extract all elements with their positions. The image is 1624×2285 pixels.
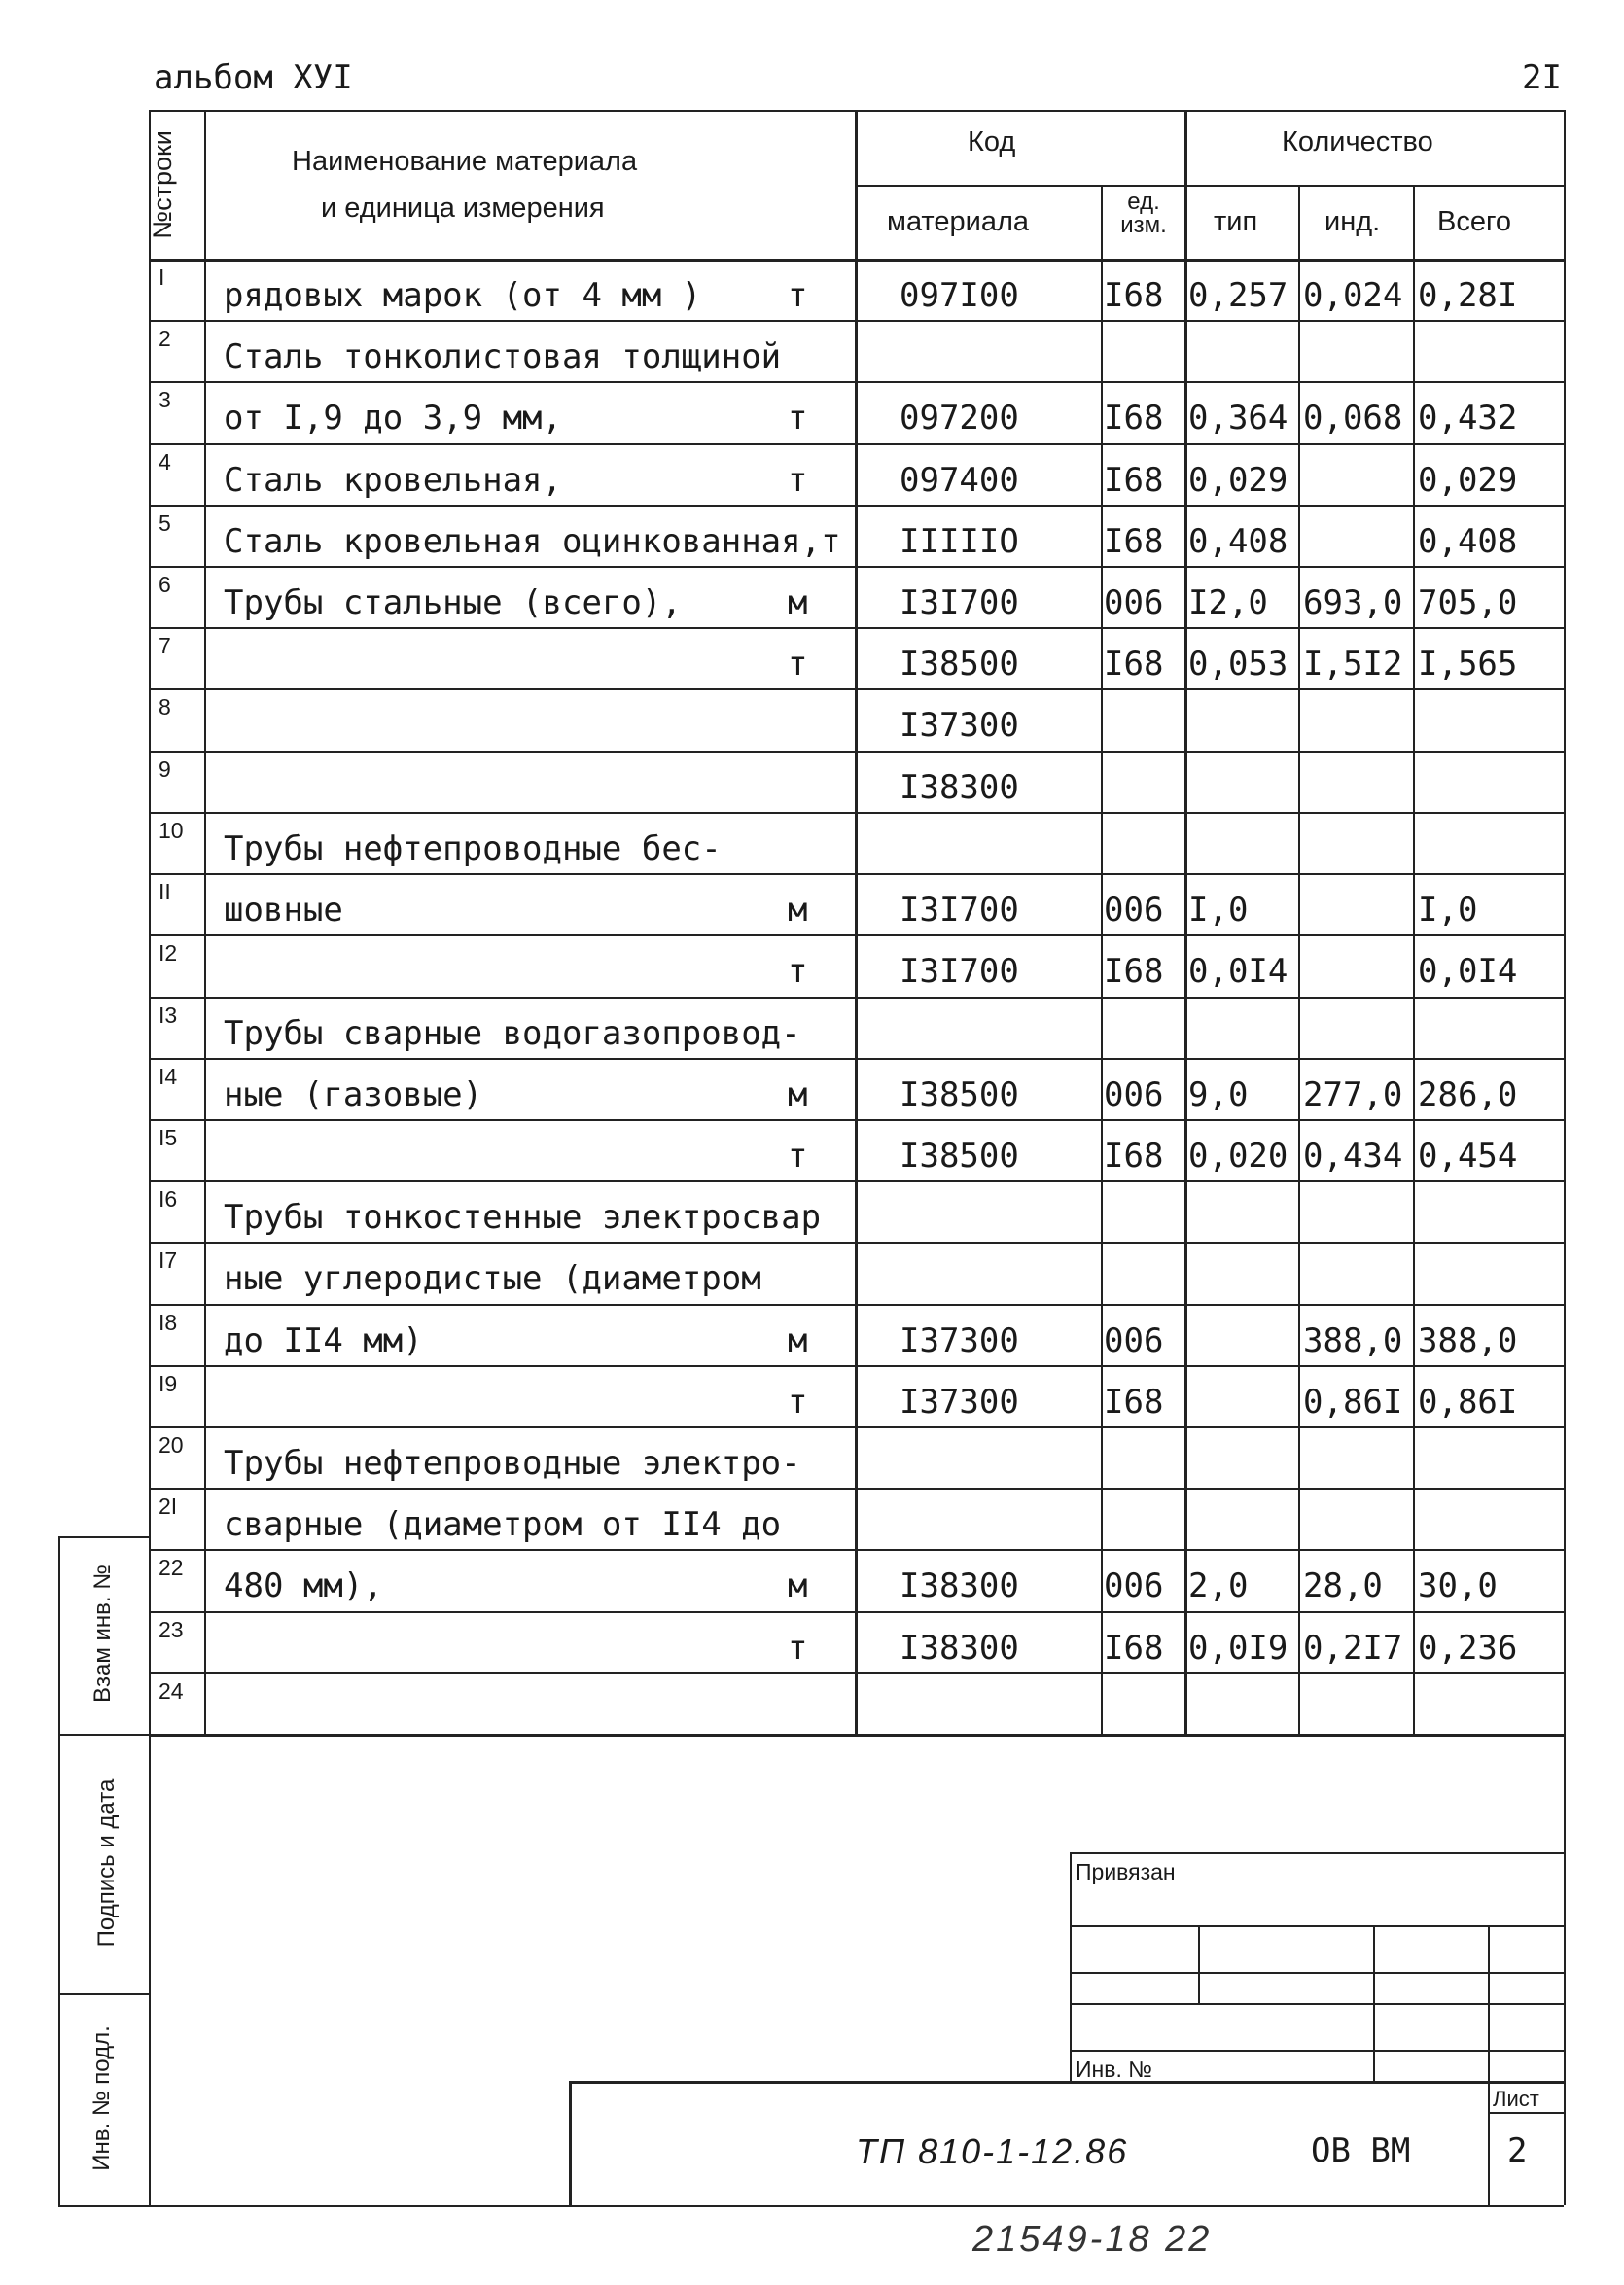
material-name: Трубы нефтепроводные бес- xyxy=(224,829,722,868)
quantity-header: Количество xyxy=(1282,126,1433,158)
document-designation: ТП 810-1-12.86 xyxy=(856,2131,1129,2171)
row-number: I6 xyxy=(159,1186,178,1212)
quantity-ind: 0,434 xyxy=(1303,1137,1403,1176)
row-number: I2 xyxy=(159,940,178,966)
ind-header: инд. xyxy=(1324,206,1381,237)
material-code: I38500 xyxy=(900,1137,1019,1176)
material-name: рядовых марок (от 4 мм ) xyxy=(224,276,702,315)
quantity-ind: 693,0 xyxy=(1303,583,1403,622)
material-code: I37300 xyxy=(900,1383,1019,1422)
row-number: I4 xyxy=(159,1064,178,1089)
quantity-total: 0,029 xyxy=(1418,461,1518,500)
material-code: IIIIIO xyxy=(900,522,1019,561)
quantity-total: I,0 xyxy=(1418,891,1478,930)
quantity-type: 0,408 xyxy=(1188,522,1289,561)
material-name: Трубы стальные (всего), xyxy=(224,583,682,622)
row-number: 23 xyxy=(159,1617,184,1642)
row-number-header: №строки xyxy=(148,130,177,239)
measure-unit: т xyxy=(788,276,808,315)
material-name: 480 мм), xyxy=(224,1566,383,1605)
material-name: Трубы нефтепроводные электро- xyxy=(224,1444,801,1483)
measure-unit: т xyxy=(788,645,808,684)
unit-code: 006 xyxy=(1104,583,1164,622)
quantity-ind: I,5I2 xyxy=(1303,645,1403,684)
handwritten-archive-number: 21549-18 22 xyxy=(972,2219,1213,2260)
material-code: 097200 xyxy=(900,399,1019,438)
unit-code: I68 xyxy=(1104,952,1164,991)
quantity-total: 0,432 xyxy=(1418,399,1518,438)
quantity-total: 0,86I xyxy=(1418,1383,1518,1422)
unit-code: I68 xyxy=(1104,645,1164,684)
material-code: I38500 xyxy=(900,1075,1019,1114)
material-name: до II4 мм) xyxy=(224,1321,423,1360)
inv-number-label: Инв. № xyxy=(1076,2056,1152,2082)
material-name: сварные (диаметром от II4 до xyxy=(224,1505,782,1544)
material-name: Сталь кровельная оцинкованная,т xyxy=(224,522,841,561)
measure-unit: т xyxy=(788,1383,808,1422)
unit-code: I68 xyxy=(1104,276,1164,315)
page-number: 2I xyxy=(1522,58,1562,97)
material-code: I3I700 xyxy=(900,583,1019,622)
row-number: 2 xyxy=(159,326,171,351)
measure-unit: м xyxy=(788,583,808,622)
row-number: 24 xyxy=(159,1678,184,1704)
material-code-header: материала xyxy=(887,206,1030,237)
quantity-type: 0,257 xyxy=(1188,276,1289,315)
row-number: I5 xyxy=(159,1125,178,1150)
quantity-type: 0,364 xyxy=(1188,399,1289,438)
material-code: I38300 xyxy=(900,1629,1019,1668)
unit-code: I68 xyxy=(1104,522,1164,561)
measure-unit: т xyxy=(788,1137,808,1176)
material-name: ные углеродистые (диаметром xyxy=(224,1259,761,1298)
linked-label: Привязан xyxy=(1076,1859,1176,1884)
quantity-ind: 388,0 xyxy=(1303,1321,1403,1360)
unit-code: I68 xyxy=(1104,399,1164,438)
material-name: Сталь тонколистовая толщиной xyxy=(224,337,782,376)
quantity-type: 0,0I4 xyxy=(1188,952,1289,991)
row-number: 4 xyxy=(159,449,171,475)
row-number: 7 xyxy=(159,633,171,658)
row-number: I xyxy=(159,264,165,290)
measure-unit: т xyxy=(788,399,808,438)
quantity-total: 30,0 xyxy=(1418,1566,1498,1605)
quantity-total: 0,28I xyxy=(1418,276,1518,315)
quantity-total: 0,0I4 xyxy=(1418,952,1518,991)
unit-code: I68 xyxy=(1104,461,1164,500)
quantity-total: 0,408 xyxy=(1418,522,1518,561)
measure-unit: м xyxy=(788,1321,808,1360)
sheet-number: 2 xyxy=(1507,2131,1528,2170)
quantity-ind: 0,068 xyxy=(1303,399,1403,438)
row-number: 2I xyxy=(159,1494,178,1519)
unit-code: 006 xyxy=(1104,1075,1164,1114)
material-name: ные (газовые) xyxy=(224,1075,483,1114)
unit-code: 006 xyxy=(1104,1566,1164,1605)
unit-code: 006 xyxy=(1104,891,1164,930)
measure-unit: т xyxy=(788,1629,808,1668)
row-number: I3 xyxy=(159,1002,178,1028)
unit-code: I68 xyxy=(1104,1383,1164,1422)
row-number: II xyxy=(159,879,171,904)
quantity-ind: 277,0 xyxy=(1303,1075,1403,1114)
material-code: I38300 xyxy=(900,768,1019,807)
sheet-label: Лист xyxy=(1493,2087,1539,2111)
name-header-line2: и единица измерения xyxy=(321,193,605,224)
unit-code: I68 xyxy=(1104,1629,1164,1668)
quantity-ind: 0,86I xyxy=(1303,1383,1403,1422)
quantity-total: I,565 xyxy=(1418,645,1518,684)
code-header: Код xyxy=(968,126,1016,158)
quantity-total: 0,236 xyxy=(1418,1629,1518,1668)
unit-code: I68 xyxy=(1104,1137,1164,1176)
material-name: Сталь кровельная, xyxy=(224,461,562,500)
material-name: от I,9 до 3,9 мм, xyxy=(224,399,562,438)
unit-header: ед. изм. xyxy=(1120,189,1167,238)
type-header: тип xyxy=(1214,206,1258,237)
quantity-type: 2,0 xyxy=(1188,1566,1249,1605)
row-number: 22 xyxy=(159,1555,184,1580)
quantity-total: 286,0 xyxy=(1418,1075,1518,1114)
quantity-total: 388,0 xyxy=(1418,1321,1518,1360)
quantity-type: I2,0 xyxy=(1188,583,1268,622)
row-number: 6 xyxy=(159,572,171,597)
measure-unit: м xyxy=(788,891,808,930)
row-number: 5 xyxy=(159,510,171,536)
name-header-line1: Наименование материала xyxy=(292,146,638,177)
document-section: ОВ ВМ xyxy=(1311,2131,1411,2170)
material-name: Трубы тонкостенные электросвар xyxy=(224,1198,822,1237)
signature-date-label: Подпись и дата xyxy=(93,1778,120,1948)
material-name: шовные xyxy=(224,891,343,930)
quantity-total: 705,0 xyxy=(1418,583,1518,622)
row-number: 8 xyxy=(159,694,171,720)
row-number: 9 xyxy=(159,756,171,782)
material-code: I38300 xyxy=(900,1566,1019,1605)
quantity-ind: 0,024 xyxy=(1303,276,1403,315)
material-code: I38500 xyxy=(900,645,1019,684)
total-header: Всего xyxy=(1437,206,1512,237)
material-code: I37300 xyxy=(900,706,1019,745)
quantity-type: 0,029 xyxy=(1188,461,1289,500)
measure-unit: т xyxy=(788,461,808,500)
material-code: 097I00 xyxy=(900,276,1019,315)
quantity-type: 9,0 xyxy=(1188,1075,1249,1114)
quantity-ind: 28,0 xyxy=(1303,1566,1383,1605)
row-number: 20 xyxy=(159,1432,184,1458)
unit-code: 006 xyxy=(1104,1321,1164,1360)
quantity-total: 0,454 xyxy=(1418,1137,1518,1176)
album-title: альбом ХУI xyxy=(154,58,353,97)
material-code: 097400 xyxy=(900,461,1019,500)
material-code: I3I700 xyxy=(900,891,1019,930)
replaced-inv-label: Взам инв. № xyxy=(89,1564,116,1704)
quantity-type: I,0 xyxy=(1188,891,1249,930)
material-name: Трубы сварные водогазопровод- xyxy=(224,1014,801,1053)
measure-unit: т xyxy=(788,952,808,991)
quantity-ind: 0,2I7 xyxy=(1303,1629,1403,1668)
row-number: I7 xyxy=(159,1248,178,1273)
material-code: I37300 xyxy=(900,1321,1019,1360)
quantity-type: 0,053 xyxy=(1188,645,1289,684)
measure-unit: м xyxy=(788,1566,808,1605)
quantity-type: 0,020 xyxy=(1188,1137,1289,1176)
measure-unit: м xyxy=(788,1075,808,1114)
row-number: 3 xyxy=(159,387,171,412)
material-code: I3I700 xyxy=(900,952,1019,991)
original-inv-label: Инв. № подл. xyxy=(88,2025,115,2171)
row-number: I8 xyxy=(159,1310,178,1335)
row-number: 10 xyxy=(159,818,184,843)
quantity-type: 0,0I9 xyxy=(1188,1629,1289,1668)
row-number: I9 xyxy=(159,1371,178,1396)
